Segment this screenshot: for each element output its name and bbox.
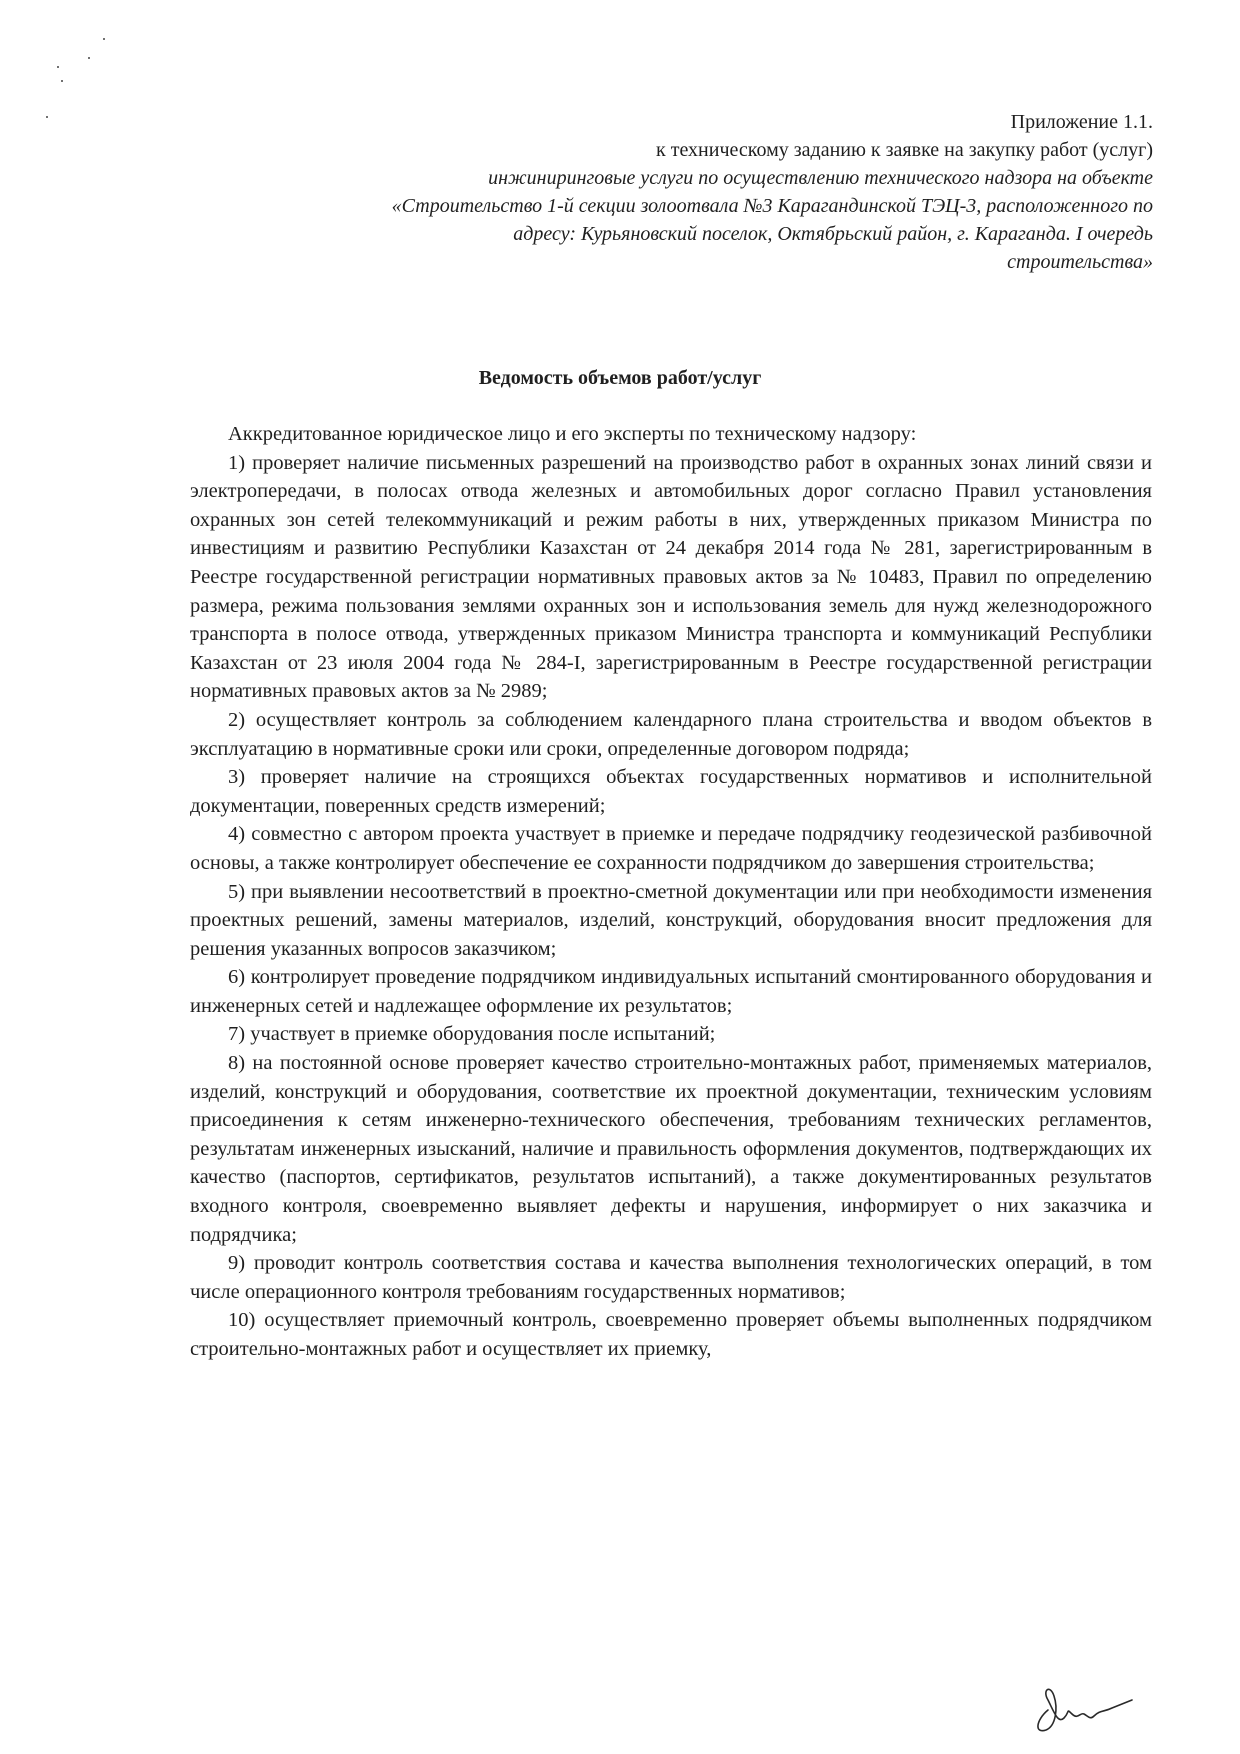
intro-paragraph: Аккредитованное юридическое лицо и его эксперты по техническому надзору: [228, 423, 917, 445]
list-item: 4) совместно с автором проекта участвует в приемке и передаче подрядчику геодезической разбивочной основы, а также контролирует обеспечение ее сохранности подрядчиком до завершения строительства; [190, 823, 1152, 874]
scan-speck [103, 38, 105, 40]
list-item: 10) осуществляет приемочный контроль, своевременно проверяет объемы выполненных подрядчиком строительно-монтажных работ и осуществляет их приемку, [190, 1309, 1152, 1360]
document-body [190, 420, 1152, 1364]
appendix-number: Приложение 1.1. [1010, 111, 1153, 133]
scan-speck [88, 57, 90, 59]
appendix-header [200, 108, 1153, 276]
appendix-reference: к техническому заданию к заявке на закупку работ (услуг) [655, 139, 1153, 161]
appendix-project-line-1: «Строительство 1-й секции золоотвала №3 Карагандинской ТЭЦ-3, расположенного по [391, 195, 1153, 217]
scan-speck [46, 116, 48, 118]
list-item: 8) на постоянной основе проверяет качество строительно-монтажных работ, применяемых материалов, изделий, конструкций и оборудования, соответствие их проектной документации, техническим условиям присоединения к сетям инженерно-технического обеспечения, требованиям технических регламентов, результатам инженерных изысканий, наличие и правильность оформления документов, подтверждающих их качество (паспортов, сертификатов, результатов испытаний), а также документированных результатов входного контроля, своевременно выявляет дефекты и нарушения, информирует о них заказчика и подрядчика; [190, 1052, 1152, 1246]
appendix-project-line-3: строительства» [1007, 251, 1153, 273]
list-item: 5) при выявлении несоответствий в проектно-сметной документации или при необходимости изменения проектных решений, замены материалов, изделий, конструкций, оборудования вносит предложения для решения указанных вопросов заказчиком; [190, 880, 1152, 960]
scan-speck [61, 80, 63, 82]
list-item: 9) проводит контроль соответствия состава и качества выполнения технологических операций, в том числе операционного контроля требованиям государственных нормативов; [190, 1252, 1152, 1303]
scan-speck [57, 66, 59, 68]
list-item: 3) проверяет наличие на строящихся объектах государственных нормативов и исполнительной документации, поверенных средств измерений; [190, 766, 1152, 817]
appendix-project-line-2: адресу: Курьяновский поселок, Октябрьский район, г. Караганда. I очередь [513, 223, 1153, 245]
list-item: 6) контролирует проведение подрядчиком индивидуальных испытаний смонтированного оборудования и инженерных сетей и надлежащее оформление их результатов; [190, 966, 1152, 1017]
document-title: Ведомость объемов работ/услуг [478, 367, 762, 389]
list-item: 1) проверяет наличие письменных разрешений на производство работ в охранных зонах линий связи и электропередачи, в полосах отвода железных и автомобильных дорог согласно Правил установления охранных зон сетей телекоммуникаций и режим работы в них, утвержденных приказом Министра по инвестициям и развитию Республики Казахстан от 24 декабря 2014 года № 281, зарегистрированным в Реестре государственной регистрации нормативных правовых актов за № 10483, Правил по определению размера, режима пользования землями охранных зон и использования земель для нужд железнодорожного транспорта в полосе отвода, утвержденных приказом Министра транспорта и коммуникаций Республики Казахстан от 23 июля 2004 года № 284-I, зарегистрированным в Реестре государственной регистрации нормативных правовых актов за № 2989; [190, 451, 1152, 703]
signature-mark [1028, 1668, 1148, 1738]
list-item: 2) осуществляет контроль за соблюдением календарного плана строительства и вводом объектов в эксплуатацию в нормативные сроки или сроки, определенные договором подряда; [190, 708, 1152, 760]
appendix-service-name: инжиниринговые услуги по осуществлению технического надзора на объекте [488, 167, 1153, 189]
list-item: 7) участвует в приемке оборудования после испытаний; [228, 1023, 716, 1046]
